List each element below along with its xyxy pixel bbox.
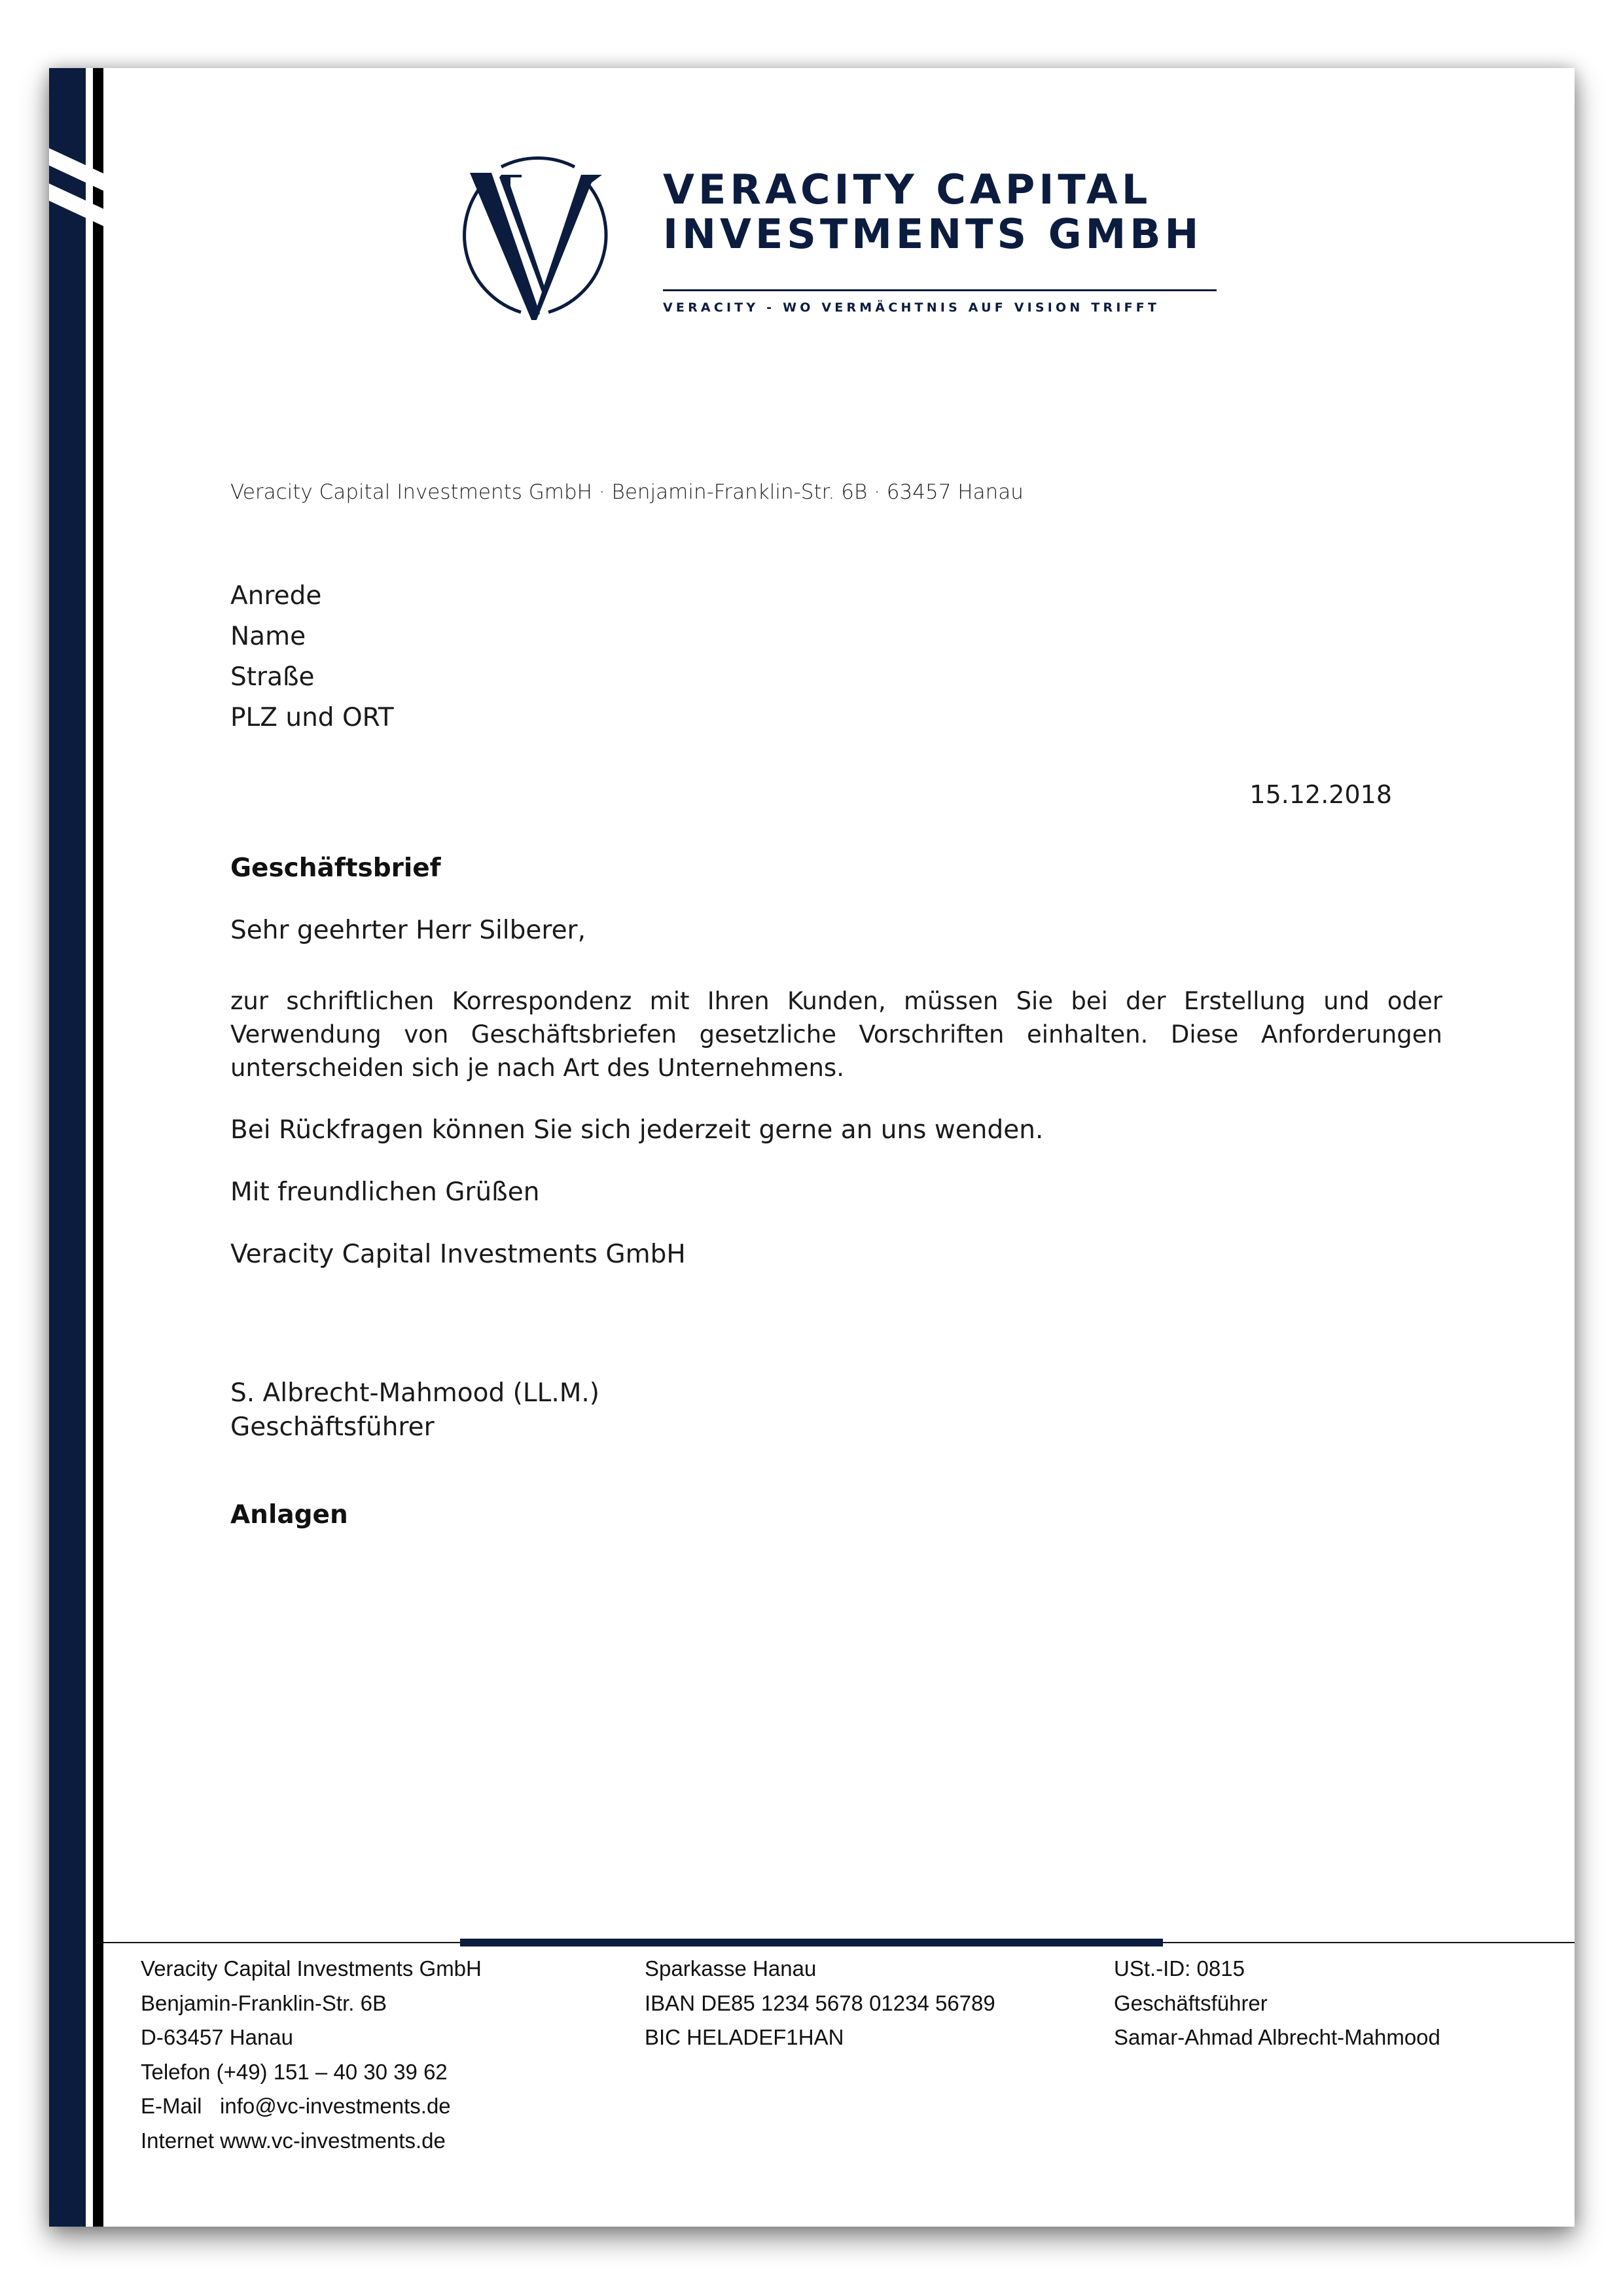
logo-divider bbox=[663, 289, 1217, 291]
footer-accent-bar bbox=[460, 1939, 1163, 1946]
left-black-bar bbox=[93, 68, 103, 2227]
footer-vat-id: USt.-ID: 0815 bbox=[1114, 1956, 1245, 1981]
letter-page bbox=[49, 68, 1575, 2227]
footer-iban: IBAN DE85 1234 5678 01234 56789 bbox=[645, 1990, 995, 2015]
recipient-salutation: Anrede bbox=[230, 581, 322, 611]
footer-city: D-63457 Hanau bbox=[141, 2025, 293, 2049]
footer-bank-info bbox=[645, 1952, 995, 2055]
recipient-name: Name bbox=[230, 622, 306, 651]
recipient-street: Straße bbox=[230, 662, 315, 692]
signer-name: S. Albrecht-Mahmood (LL.M.) bbox=[230, 1378, 599, 1408]
left-navy-bar bbox=[49, 68, 86, 2227]
letter-body: zur schriftlichen Korrespondenz mit Ihren Kunden, müssen Sie bei der Erstellung und oder Verwendung von Geschäftsbriefen gesetzliche Vorschriften einhalten. Diese Anforderungen unterscheiden sich je nach Art des Unternehmens. bbox=[230, 987, 1442, 1082]
signer-title: Geschäftsführer bbox=[230, 1412, 435, 1442]
logo-title-line1: VERACITY CAPITAL bbox=[663, 166, 1152, 213]
company-signature: Veracity Capital Investments GmbH bbox=[230, 1240, 686, 1269]
logo-tagline: VERACITY - WO VERMÄCHTNIS AUF VISION TRIFFT bbox=[663, 300, 1160, 315]
footer-director-name: Samar-Ahmad Albrecht-Mahmood bbox=[1114, 2025, 1440, 2049]
footer-email: E-Mail info@vc-investments.de bbox=[141, 2094, 451, 2118]
footer-legal-info bbox=[1114, 1952, 1440, 2055]
footer-bank-name: Sparkasse Hanau bbox=[645, 1956, 817, 1981]
footer-company-name: Veracity Capital Investments GmbH bbox=[141, 1956, 482, 1981]
footer-street: Benjamin-Franklin-Str. 6B bbox=[141, 1990, 387, 2015]
letter-greeting: Sehr geehrter Herr Silberer, bbox=[230, 916, 586, 945]
letter-followup: Bei Rückfragen können Sie sich jederzeit gerne an uns wenden. bbox=[230, 1115, 1044, 1145]
sender-return-address: Veracity Capital Investments GmbH · Benjamin-Franklin-Str. 6B · 63457 Hanau bbox=[230, 480, 1024, 504]
footer-bic: BIC HELADEF1HAN bbox=[645, 2025, 844, 2049]
footer-director-label: Geschäftsführer bbox=[1114, 1990, 1268, 2015]
footer-company-info bbox=[141, 1952, 482, 2158]
logo-title-line2: INVESTMENTS GMBH bbox=[663, 210, 1203, 258]
footer-website: Internet www.vc-investments.de bbox=[141, 2128, 446, 2153]
footer-phone: Telefon (+49) 151 – 40 30 39 62 bbox=[141, 2059, 448, 2084]
company-logo-title bbox=[663, 166, 1203, 258]
recipient-city: PLZ und ORT bbox=[230, 703, 394, 732]
letter-date: 15.12.2018 bbox=[1249, 780, 1392, 809]
v-circle-emblem-icon bbox=[450, 150, 620, 320]
attachments-label: Anlagen bbox=[230, 1500, 348, 1530]
letter-subject: Geschäftsbrief bbox=[230, 853, 441, 883]
letter-closing: Mit freundlichen Grüßen bbox=[230, 1177, 540, 1207]
